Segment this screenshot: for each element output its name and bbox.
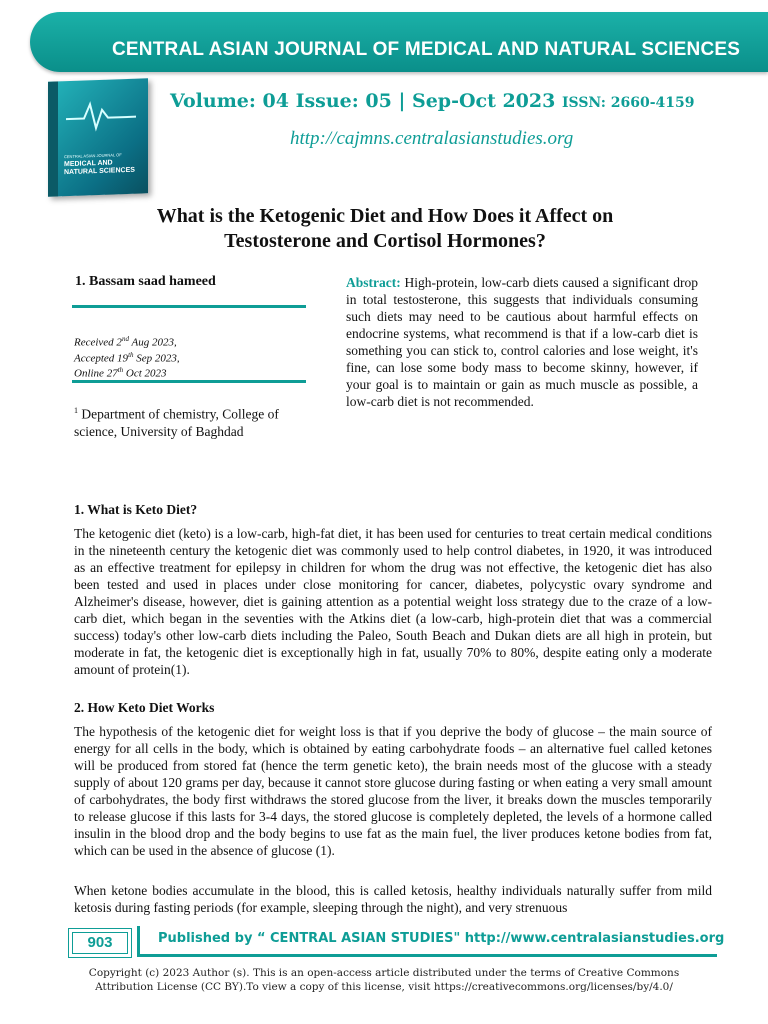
journal-banner bbox=[30, 12, 768, 72]
author-name: 1. Bassam saad hameed bbox=[75, 274, 216, 289]
heartbeat-icon bbox=[66, 93, 136, 135]
title-line-2: Testosterone and Cortisol Hormones? bbox=[224, 230, 546, 252]
received-date: Received 2nd Aug 2023, bbox=[74, 335, 177, 349]
article-dates bbox=[74, 333, 180, 380]
footer-vertical-rule bbox=[137, 926, 140, 956]
issn: ISSN: 2660-4159 bbox=[561, 95, 695, 111]
article-title bbox=[60, 204, 710, 254]
abstract-text: High-protein, low-carb diets caused a significant drop in total testosterone, this suggests that individuals consuming such diets may need to be cautious about harmful effects on endocrine systems, what recommend is that if a low-carb diet is something you can stick to, control calories and lose weight, it's fine, can lose some body mass to become skinny, however, if your goal is to maintain or gain as much muscle as possible, a low-carb diet is not recommended. bbox=[346, 275, 698, 409]
divider-rule bbox=[72, 305, 306, 308]
journal-name: CENTRAL ASIAN JOURNAL OF MEDICAL AND NATURAL SCIENCES bbox=[112, 39, 741, 60]
copyright-notice: Copyright (c) 2023 Author (s). This is an open-access article distributed under the terms of Creative Commons Attribution License (CC BY).To view a copy of this license, visit https://creativecommons.org/licenses/by/4.0/ bbox=[88, 967, 680, 993]
section-heading-2: 2. How Keto Diet Works bbox=[74, 700, 215, 715]
title-line-1: What is the Ketogenic Diet and How Does it Affect on bbox=[156, 205, 614, 227]
author-affiliation: $^1$ Department of chemistry, College of science, University of Baghdad bbox=[74, 406, 279, 439]
cover-title: MEDICAL AND NATURAL SCIENCES bbox=[64, 159, 135, 177]
cover-spine bbox=[48, 81, 58, 196]
section-2-paragraph: The hypothesis of the ketogenic diet for weight loss is that if you deprive the body of glucose – the main source of energy for all cells in the body, which is obtained by eating carbohydrate foods – an alternative fuel called ketones will be produced from stored fat (hence the term genetic keto), the brain needs most of the glucose with a steady supply of about 120 grams per day, because it cannot store glucose during fasting or when eating a very small amount of carbohydrates, the body first withdraws the stored glucose from the liver, it breaks down the muscles temporarily to release glucose if this lasts for 3-4 days, the stored glucose is completely depleted, the levels of a hormone called insulin in the blood drop and the body begins to use fat as the main fuel, the liver produces ketone bodies from fat, which can be used in the absence of glucose (1). bbox=[74, 724, 712, 858]
abstract-label: Abstract: bbox=[346, 275, 401, 290]
divider-rule bbox=[72, 380, 306, 383]
publisher-line[interactable]: Published by “ CENTRAL ASIAN STUDIES" http://www.centralasianstudies.org bbox=[158, 931, 725, 946]
journal-url[interactable]: http://cajmns.centralasianstudies.org bbox=[290, 128, 574, 149]
online-date: Online 27th Oct 2023 bbox=[74, 366, 167, 380]
accepted-date: Accepted 19th Sep 2023, bbox=[74, 350, 180, 365]
volume-issue: Volume: 04 Issue: 05 | Sep-Oct 2023 bbox=[170, 90, 556, 112]
abstract bbox=[346, 274, 698, 410]
cover-subtitle: CENTRAL ASIAN JOURNAL OF bbox=[64, 152, 122, 160]
page-number: 903 bbox=[68, 928, 132, 958]
footer-horizontal-rule bbox=[137, 954, 717, 957]
journal-cover-image bbox=[48, 78, 148, 196]
section-2-paragraph-cont: When ketone bodies accumulate in the blood, this is called ketosis, healthy individuals naturally suffer from mild ketosis during fasting periods (for example, sleeping through the night), and very strenuous bbox=[74, 883, 712, 915]
volume-info bbox=[170, 90, 695, 112]
section-1-paragraph: The ketogenic diet (keto) is a low-carb, high-fat diet, it has been used for centuries to treat certain medical conditions in the nineteenth century the ketogenic diet was commonly used to help control diabetes, in 1920, it was introduced as an effective treatment for epilepsy in children for whom the drug was not effective, the ketogenic diet has also been tested and used in places under close monitoring for cancer, diabetes, polycystic ovary syndrome and Alzheimer's disease, however, diet is gaining attention as a potential weight loss strategy due to the craze of a low-carb diet, which began in the seventies with the Atkins diet (a low-carb, high-protein diet that was a commercial success) today's other low-carb diets including the Paleo, South Beach and Dukan diets are all high in protein, but moderate in fat, the ketogenic diet is exceptionally high in fat, usually 70% to 80%, despite eating only a moderate amount of protein(1). bbox=[74, 526, 712, 677]
section-heading-1: 1. What is Keto Diet? bbox=[74, 502, 198, 517]
